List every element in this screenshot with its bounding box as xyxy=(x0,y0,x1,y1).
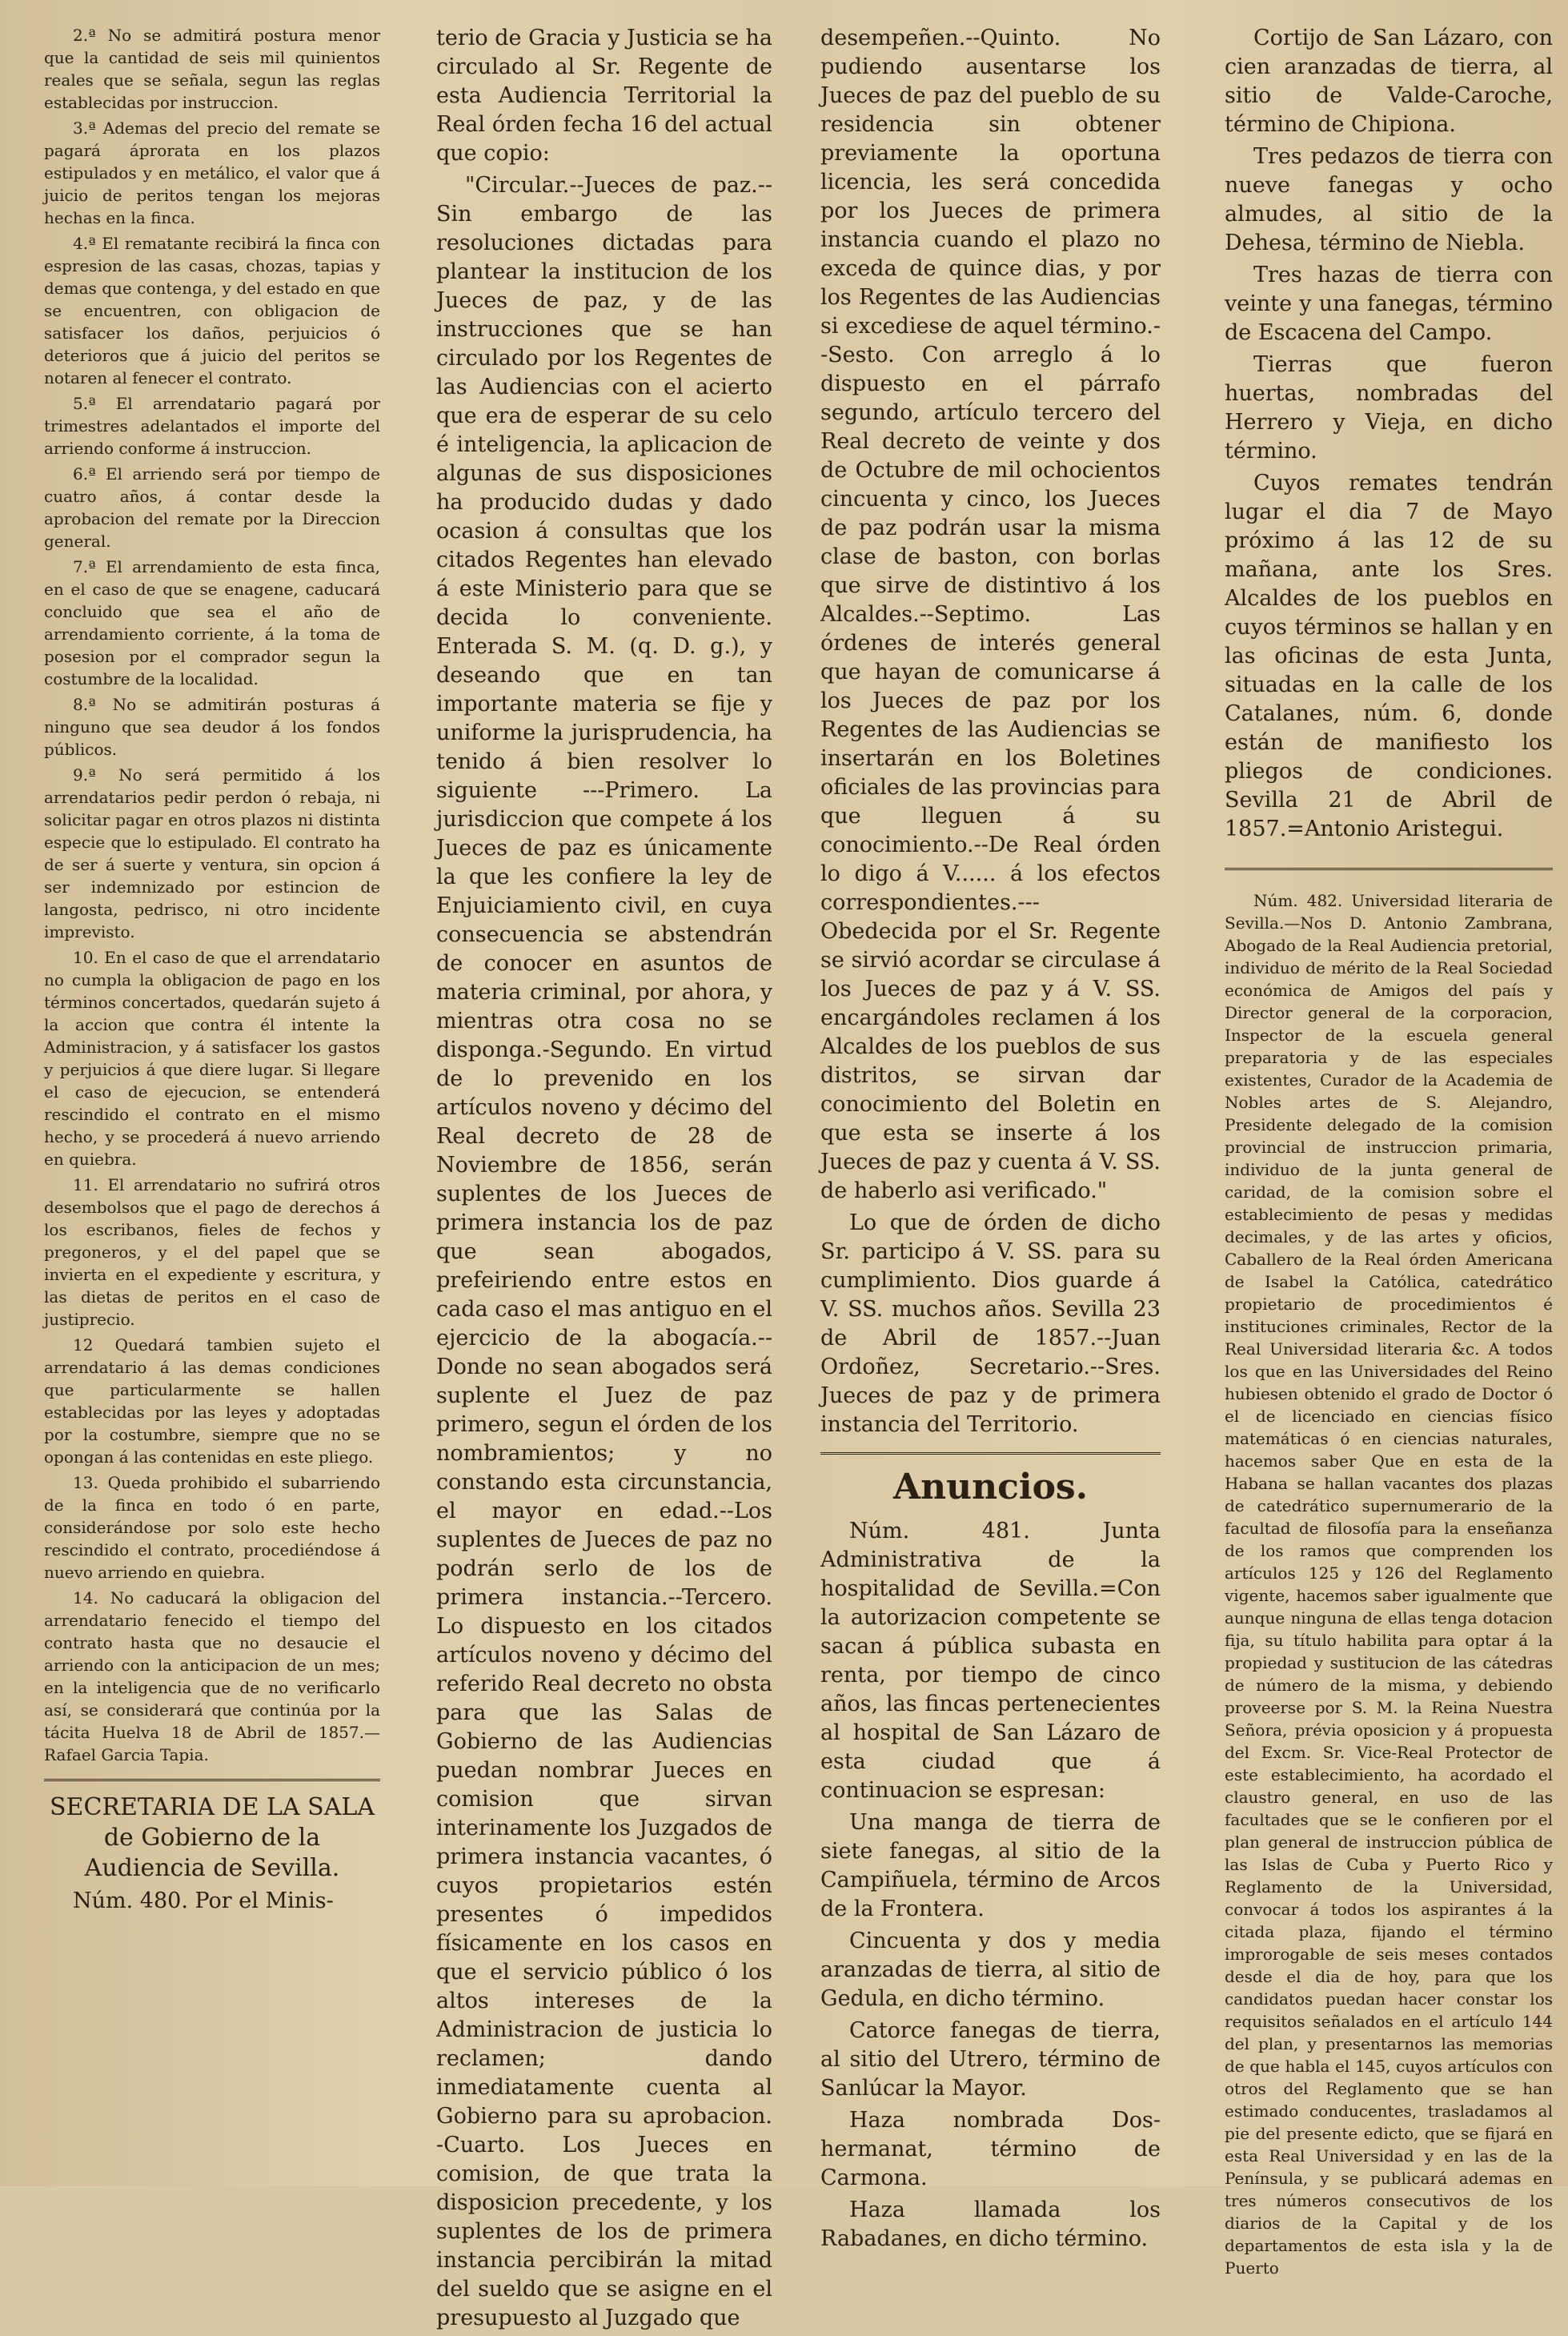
paragraph: Tres pedazos de tierra con nueve fanegas y ocho almudes, al sitio de la Dehesa, término de Niebla. xyxy=(1225,144,1553,255)
paragraph: Lo que de órden de dicho Sr. participo á V. SS. para su cumplimiento. Dios guarde á V. SS. muchos años. Sevilla 23 de Abril de 1857.--Juan Ordoñez, Secretario.--Sres. Jueces de paz y de primera instancia del Territorio. xyxy=(820,1210,1161,1437)
paragraph: Tres hazas de tierra con veinte y una fanegas, término de Escacena del Campo. xyxy=(1225,263,1553,345)
paragraph: 3.ª Ademas del precio del remate se pagará áprorata en los plazos estipulados y en metálico, el valor que á juicio de peritos tengan los mejoras hechas en la finca. xyxy=(44,118,380,227)
university-notice: Núm. 482. Universidad literaria de Sevilla.—Nos D. Antonio Zambrana, Abogado de la Real Audiencia pretorial, individuo de mérito de la Real Sociedad económica de Amigos del país y Director general de la corporacion, Inspector de la escuela general preparatoria y de las especiales existentes, Curador de la Academia de Nobles artes de S. Alejandro, Presidente delegado de la comision provincial de instruccion primaria, individuo de la junta general de caridad, de la comision sobre el establecimiento de pesas y medidas decimales, y de las artes y oficios, Caballero de la Real órden Americana de Isabel la Católica, catedrático propietario de procedimientos é instituciones criminales, Rector de la Real Universidad literaria &c. A todos los que en las Universidades del Reino hubiesen obtenido el grado de Doctor ó el de licenciado en ciencias físico matemáticas ó en ciencias naturales, hacemos saber Que en esta de la Habana se hallan vacantes dos plazas de catedrático supernumerario de la facultad de filosofía para la enseñanza de los ramos que comprenden los artículos 125 y 126 del Reglamento vigente, hacemos saber igualmente que aunque ninguna de ellas tenga dotacion fija, su título habilita para optar á la propiedad y sustitucion de las cátedras de número de la misma, y debiendo proveerse por S. M. la Reina Nuestra Señora, prévia oposicion y á propuesta del Excm. Sr. Vice-Real Protector de este establecimiento, ha acordado el claustro general, en uso de las facultades que se le confieren por el plan general de instruccion pública de las Islas de Cuba y Puerto Rico y Reglamento de la Universidad, convocar á todos los aspirantes á la citada plaza, fijando el término improrogable de seis meses contados desde el dia de hoy, para que los candidatos puedan hacer constar los requisitos señalados en el artículo 144 del plan, y presentarnos las memorias de que habla el 145, cuyos artículos con otros del Reglamento que se han estimado conducentes, trasladamos al pie del presente edicto, que se fijará en esta Real Universidad y en las de la Península, y se publicará ademas en tres números consecutivos de los diarios de la Capital y de los departamentos de esta isla y la de Puerto xyxy=(1225,891,1553,2278)
paragraph: 8.ª No se admitirán posturas á ninguno que sea deudor á los fondos públicos. xyxy=(44,695,380,759)
section-divider xyxy=(44,1779,380,1781)
section-divider xyxy=(1225,868,1553,870)
paragraph: desempeñen.--Quinto. No pudiendo ausentarse los Jueces de paz del pueblo de su residencia sin obtener previamente la oportuna licencia, les será concedida por los Jueces de primera instancia cuando el plazo no exceda de quince dias, y por los Regentes de las Audiencias si excediese de aquel término.--Sesto. Con arreglo á lo dispuesto en el párrafo segundo, artículo tercero del Real decreto de veinte y dos de Octubre de mil ochocientos cincuenta y cinco, los Jueces de paz podrán usar la misma clase de baston, con borlas que sirve de distintivo á los Alcaldes.--Septimo. Las órdenes de interés general que hayan de comunicarse á los Jueces de paz por los Regentes de las Audiencias se insertarán en los Boletines oficiales de las provincias para que lleguen á su conocimiento.--De Real órden lo digo á V...... á los efectos correspondientes.--- Obedecida por el Sr. Regente se sirvió acordar se circulase á los Jueces de paz y á V. SS. encargándoles reclamen á los Alcaldes de los pueblos de sus distritos, se sirvan dar conocimiento del Boletin en que esta se inserte á los Jueces de paz y cuenta á V. SS. de haberlo asi verificado." xyxy=(820,26,1161,1203)
section-divider xyxy=(820,1452,1161,1455)
paragraph: Cuyos remates tendrán lugar el dia 7 de Mayo próximo á las 12 de su mañana, ante los Sres. Alcaldes de los pueblos en cuyos términos se hallan y en las oficinas de esta Junta, situadas en la calle de los Catalanes, núm. 6, donde están de manifiesto los pliegos de condiciones. Sevilla 21 de Abril de 1857.=Antonio Aristegui. xyxy=(1225,471,1553,841)
paragraph: Catorce fanegas de tierra, al sitio del Utrero, término de Sanlúcar la Mayor. xyxy=(820,2018,1161,2101)
paragraph: Una manga de tierra de siete fanegas, al sitio de la Campiñuela, término de Arcos de la Frontera. xyxy=(820,1810,1161,1921)
paragraph: Haza llamada los Rabadanes, en dicho término. xyxy=(820,2198,1161,2251)
paragraph: Haza nombrada Dos-hermanat, término de Carmona. xyxy=(820,2108,1161,2190)
paragraph: 6.ª El arriendo será por tiempo de cuatro años, á contar desde la aprobacion del remate por la Direccion general. xyxy=(44,464,380,551)
paragraph: 5.ª El arrendatario pagará por trimestres adelantados el importe del arriendo conforme á instruccion. xyxy=(44,394,380,458)
paragraph: 13. Queda prohibido el subarriendo de la finca en todo ó en parte, considerándose por solo este hecho rescindido el contrato, procediéndose á nuevo arriendo en quiebra. xyxy=(44,1473,380,1582)
column-1 xyxy=(44,24,380,1919)
paragraph: 7.ª El arrendamiento de esta finca, en el caso de que se enagene, caducará concluido que sea el año de arrendamiento corriente, á la toma de posesion por el comprador segun la costumbre de la localidad. xyxy=(44,557,380,688)
column-2 xyxy=(436,24,772,2336)
column-4 xyxy=(1225,24,1553,2282)
paragraph: 10. En el caso de que el arrendatario no cumpla la obligacion de pago en los términos concertados, quedarán sujeto á la accion que contra él intente la Administracion, y á satisfacer los gastos y perjuicios á que diere lugar. Si llegare el caso de ejecucion, se entenderá rescindido el contrato en el mismo hecho, y se procederá á nuevo arriendo en quiebra. xyxy=(44,948,380,1169)
paragraph: Tierras que fueron huertas, nombradas del Herrero y Vieja, en dicho término. xyxy=(1225,352,1553,464)
paragraph: 2.ª No se admitirá postura menor que la cantidad de seis mil quinientos reales que se señala, segun las reglas establecidas por instruccion. xyxy=(44,26,380,112)
announcement-number: Núm. 480. Por el Minis- xyxy=(73,1888,334,1913)
paragraph: 4.ª El rematante recibirá la finca con espresion de las casas, chozas, tapias y demas que contenga, y del estado en que se encuentren, con obligacion de satisfacer los daños, perjuicios ó deterioros que á juicio del peritos se notaren al fenecer el contrato. xyxy=(44,234,380,387)
announcements-heading: Anuncios. xyxy=(892,1467,1089,1507)
column-3 xyxy=(820,24,1161,2257)
section-title: SECRETARIA DE LA SALA de Gobierno de la Audiencia de Sevilla. xyxy=(50,1793,375,1882)
paragraph: 12 Quedará tambien sujeto el arrendatario á las demas condiciones que particularmente se hallen establecidas por las leyes y adoptadas por la costumbre, siempre que no se opongan á las contenidas en este pliego. xyxy=(44,1335,380,1467)
paragraph: 9.ª No será permitido á los arrendatarios pedir perdon ó rebaja, ni solicitar pagar en otros plazos ni distinta especie que lo estipulado. El contrato ha de ser á suerte y ventura, sin opcion á ser indemnizado por estincion de langosta, pedrisco, ni otro incidente imprevisto. xyxy=(44,765,380,941)
paragraph: "Circular.--Jueces de paz.--Sin embargo de las resoluciones dictadas para plantear la institucion de los Jueces de paz, y de las instrucciones que se han circulado por los Regentes de las Audiencias con el acierto que era de esperar de su celo é inteligencia, la aplicacion de algunas de sus disposiciones ha producido dudas y dado ocasion á consultas que los citados Regentes han elevado á este Ministerio para que se decida lo conveniente. Enterada S. M. (q. D. g.), y deseando que en tan importante materia se fije y uniforme la jurisprudencia, ha tenido á bien resolver lo siguiente ---Primero. La jurisdiccion que compete á los Jueces de paz es únicamente la que les confiere la ley de Enjuiciamiento civil, en cuya consecuencia se abstendrán de conocer en asuntos de materia criminal, por ahora, y mientras otra cosa no se disponga.-Segundo. En virtud de lo prevenido en los artículos noveno y décimo del Real decreto de 28 de Noviembre de 1856, serán suplentes de los Jueces de primera instancia los de paz que sean abogados, prefeiriendo entre estos en cada caso el mas antiguo en el ejercicio de la abogacía.--Donde no sean abogados será suplente el Juez de paz primero, segun el órden de los nombramientos; y no constando esta circunstancia, el mayor en edad.--Los suplentes de Jueces de paz no podrán serlo de los de primera instancia.--Tercero. Lo dispuesto en los citados artículos noveno y décimo del referido Real decreto no obsta para que las Salas de Gobierno de las Audiencias puedan nombrar Jueces en comision que sirvan interinamente los Juzgados de primera instancia vacantes, ó cuyos propietarios estén presentes ó impedidos físicamente en los casos en que el servicio público ó los altos intereses de la Administracion de justicia lo reclamen; dando inmediatamente cuenta al Gobierno para su aprobacion. -Cuarto. Los Jueces en comision, de que trata la disposicion precedente, y los suplentes de los de primera instancia percibirán la mitad del sueldo que se asigne en el presupuesto al Juzgado que xyxy=(436,173,772,2330)
paragraph: Núm. 481. Junta Administrativa de la hospitalidad de Sevilla.=Con la autorizacion competente se sacan á pública subasta en renta, por tiempo de cinco años, las fincas pertenecientes al hospital de San Lázaro de esta ciudad que á continuacion se espresan: xyxy=(820,1519,1161,1803)
paragraph: 11. El arrendatario no sufrirá otros desembolsos que el pago de derechos á los escribanos, fieles de fechos y pregoneros, y el del papel que se invierta en el expediente y escritura, y las dietas de peritos en el caso de justiprecio. xyxy=(44,1175,380,1329)
paragraph: Cincuenta y dos y media aranzadas de tierra, al sitio de Gedula, en dicho término. xyxy=(820,1929,1161,2011)
paragraph: Cortijo de San Lázaro, con cien aranzadas de tierra, al sitio de Valde-Caroche, término de Chipiona. xyxy=(1225,26,1553,137)
paragraph: terio de Gracia y Justicia se ha circulado al Sr. Regente de esta Audiencia Territorial la Real órden fecha 16 del actual que copio: xyxy=(436,26,772,166)
paragraph: 14. No caducará la obligacion del arrendatario fenecido el tiempo del contrato hasta que no desaucie el arriendo con la anticipacion de un mes; en la inteligencia que de no verificarlo así, se considerará que continúa por la tácita Huelva 18 de Abril de 1857.—Rafael Garcia Tapia. xyxy=(44,1588,380,1764)
